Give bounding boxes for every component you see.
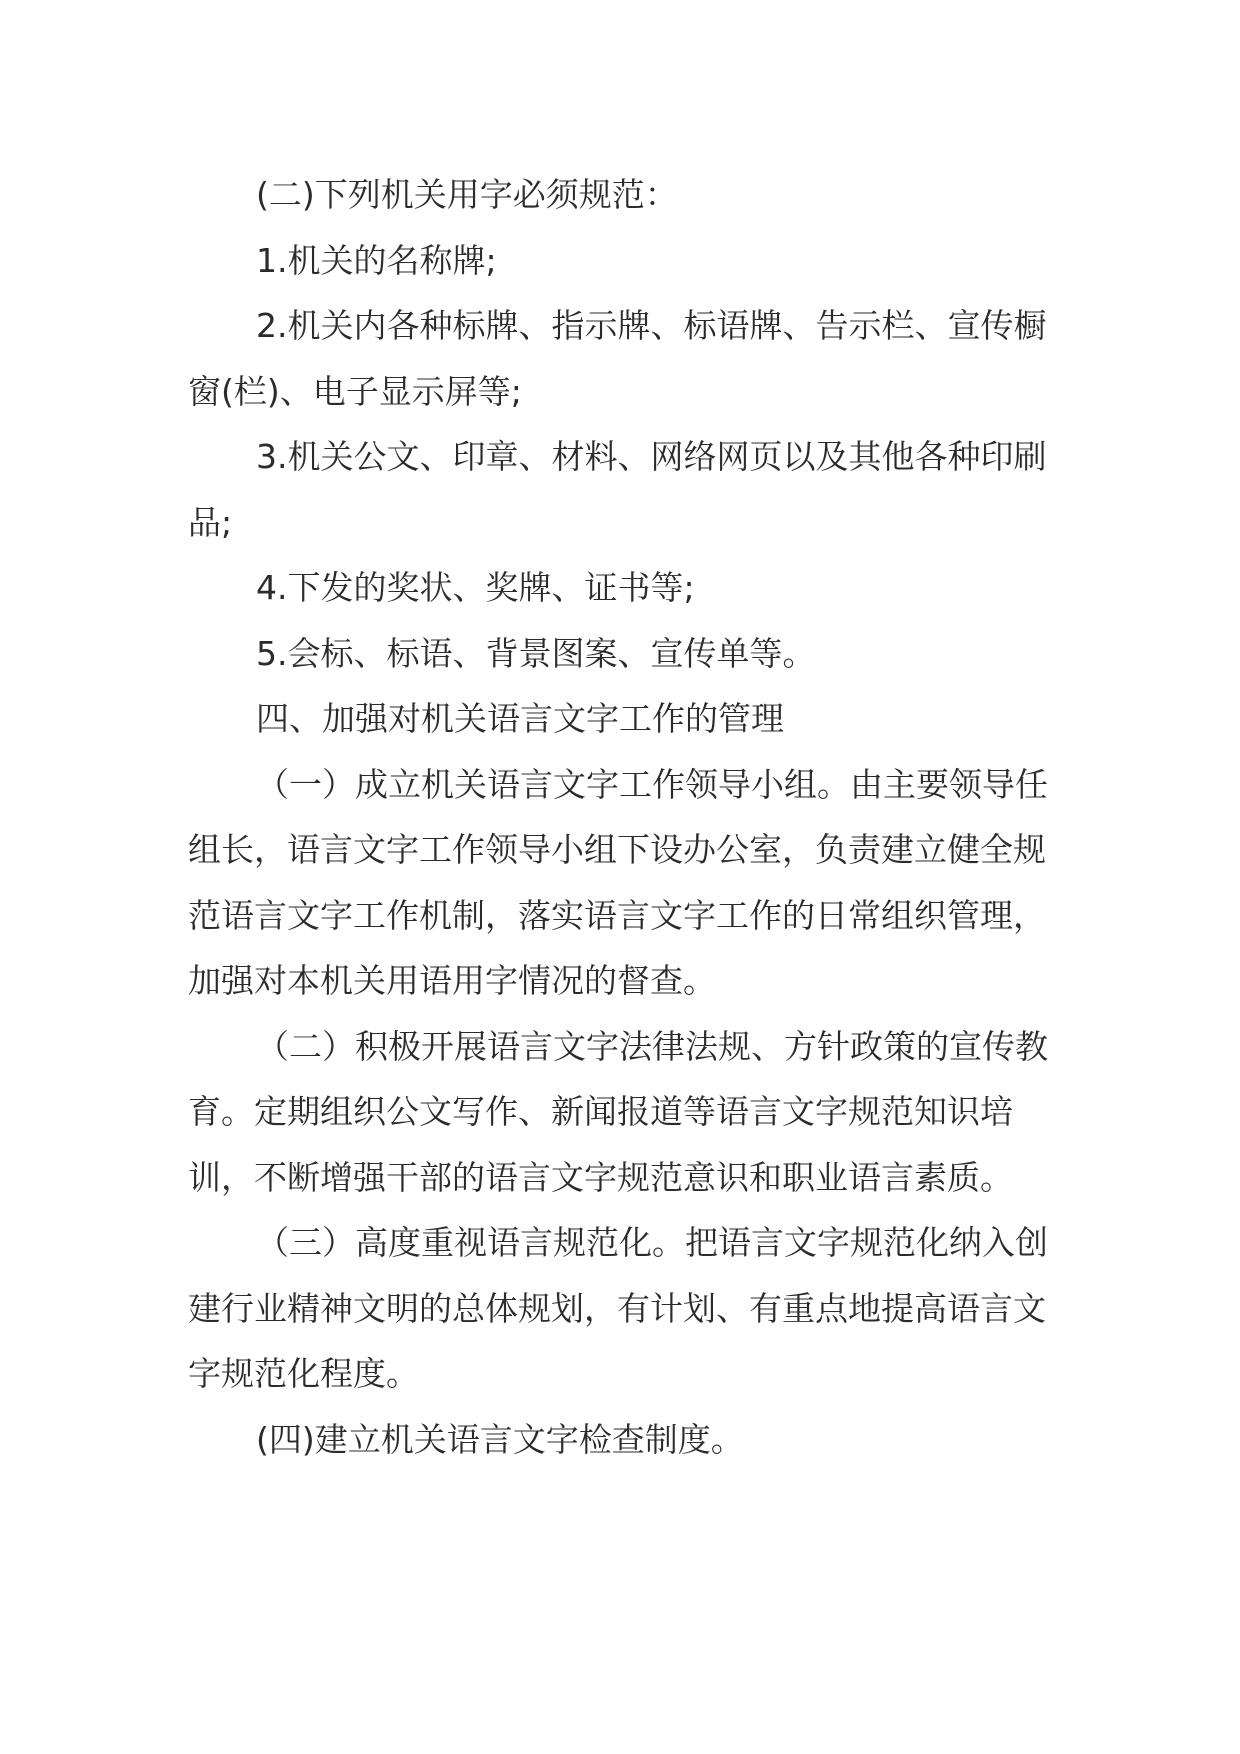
paragraph-item-1: 1.机关的名称牌;	[256, 240, 497, 280]
paragraph-sub-3: （三）高度重视语言规范化。把语言文字规范化纳入创建行业精神文明的总体规划，有计划、有重点地提高语言文字规范化程度。	[188, 1223, 1048, 1393]
document-body	[188, 162, 1078, 1472]
paragraph-sub-4: (四)建立机关语言文字检查制度。	[256, 1419, 744, 1459]
paragraph-item-2: 2.机关内各种标牌、指示牌、标语牌、告示栏、宣传橱窗(栏)、电子显示屏等;	[188, 306, 1047, 411]
paragraph-sub-1: （一）成立机关语言文字工作领导小组。由主要领导任组长，语言文字工作领导小组下设办公室，负责建立健全规范语言文字工作机制，落实语言文字工作的日常组织管理，加强对本机关用语用字情况的督查。	[188, 764, 1048, 1000]
paragraph-item-5: 5.会标、标语、背景图案、宣传单等。	[256, 633, 816, 673]
paragraph-sub-2: （二）积极开展语言文字法律法规、方针政策的宣传教育。定期组织公文写作、新闻报道等语言文字规范知识培训，不断增强干部的语言文字规范意识和职业语言素质。	[188, 1026, 1048, 1197]
paragraph-heading-2: (二)下列机关用字必须规范：	[256, 175, 678, 214]
paragraph-item-4: 4.下发的奖状、奖牌、证书等;	[256, 568, 695, 607]
paragraph-item-3: 3.机关公文、印章、材料、网络网页以及其他各种印刷品;	[188, 437, 1047, 542]
section-heading-4: 四、加强对机关语言文字工作的管理	[256, 699, 784, 738]
